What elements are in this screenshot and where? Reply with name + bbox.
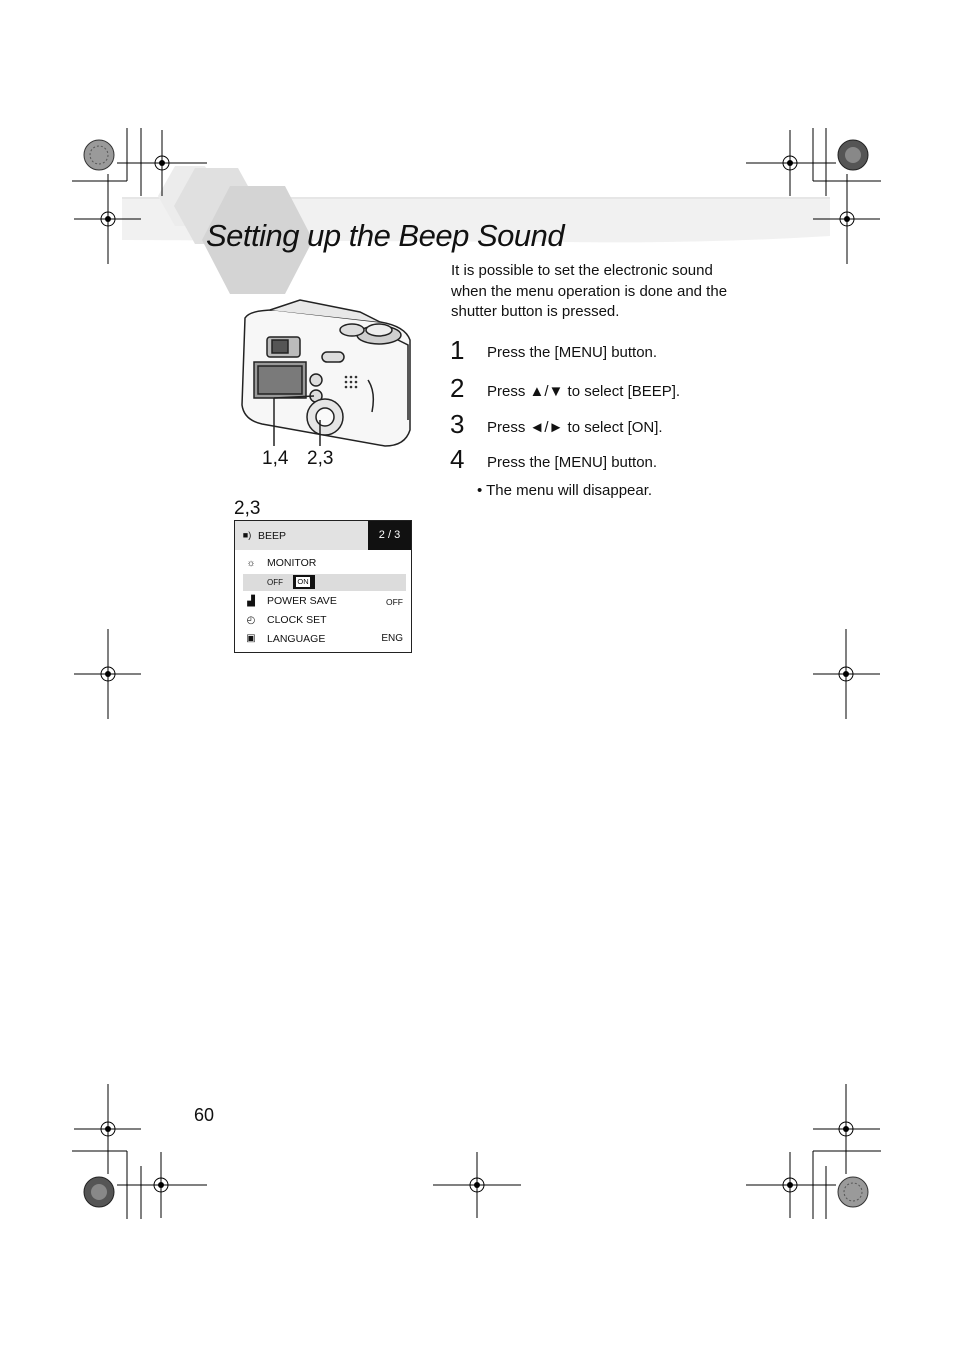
menu-item-monitor: MONITOR <box>267 557 317 569</box>
menu-screen <box>234 520 412 653</box>
brightness-icon: ☼ <box>246 558 256 569</box>
step-text: Press the [MENU] button. <box>487 344 658 361</box>
language-icon: ▣ <box>246 633 256 644</box>
menu-page-indicator: 2 / 3 <box>368 521 411 550</box>
clock-icon: ◴ <box>246 615 256 626</box>
menu-header <box>235 521 368 550</box>
camera-callout-left: 1,4 <box>262 448 289 469</box>
step-text: Press ◄/► to select [ON]. <box>487 419 663 436</box>
page-number: 60 <box>194 1105 215 1125</box>
bullet-note: • The menu will disappear. <box>477 482 653 499</box>
step-text: Press ▲/▼ to select [BEEP]. <box>487 383 681 400</box>
menu-header-label: BEEP <box>258 530 287 542</box>
step-number: 3 <box>450 409 465 439</box>
menu-item-language: LANGUAGE <box>267 633 326 645</box>
step-text: Press the [MENU] button. <box>487 454 658 471</box>
menu-value-power-save: OFF <box>386 597 403 607</box>
menu-item-power-save: POWER SAVE <box>267 595 337 607</box>
beep-option-off: OFF <box>267 578 283 587</box>
step-number: 2 <box>450 373 465 403</box>
speaker-icon: ■) <box>242 530 252 540</box>
screen-label: 2,3 <box>234 498 261 519</box>
menu-item-clock-set: CLOCK SET <box>267 614 327 626</box>
menu-value-language: ENG <box>381 633 403 644</box>
step-number: 4 <box>450 444 465 474</box>
page-title: Setting up the Beep Sound <box>206 218 565 253</box>
beep-option-on <box>293 575 315 589</box>
intro-text: It is possible to set the electronic sound when the menu operation is done and the shutter button is pressed. <box>451 262 728 320</box>
camera-callout-right: 2,3 <box>307 448 334 469</box>
camera-illustration <box>242 300 410 446</box>
step-number: 1 <box>450 335 465 365</box>
power-save-icon: ▟ <box>247 596 255 607</box>
beep-option-on-label: ON <box>297 577 309 586</box>
